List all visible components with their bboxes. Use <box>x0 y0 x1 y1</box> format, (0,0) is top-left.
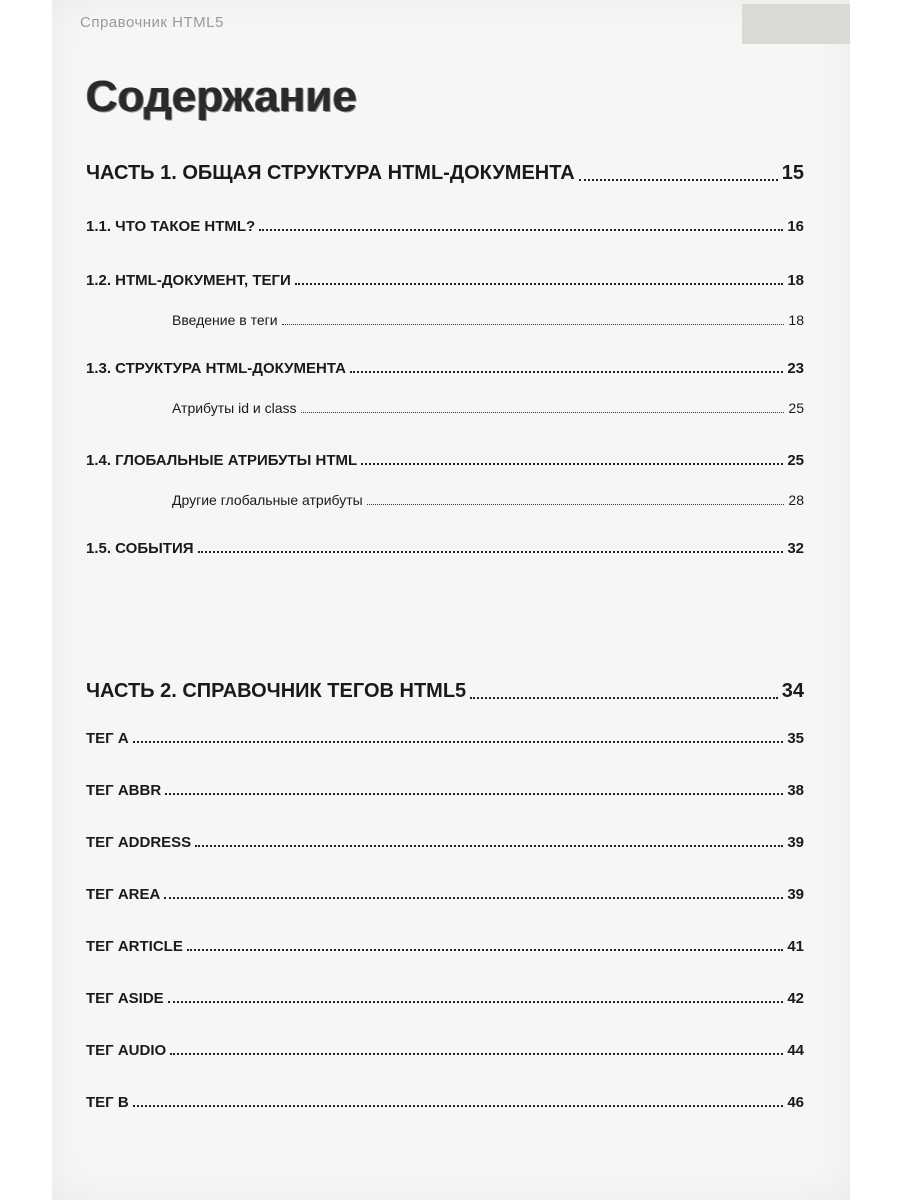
toc-leader <box>165 793 783 795</box>
toc-leader <box>195 845 783 847</box>
toc-page-number: 18 <box>788 312 804 328</box>
toc-leader <box>187 949 783 951</box>
toc-tag-address[interactable] <box>86 834 804 851</box>
toc-page-number: 44 <box>787 1042 804 1059</box>
toc-leader <box>170 1053 783 1055</box>
toc-part-1[interactable] <box>86 162 804 185</box>
toc-page-number: 38 <box>787 782 804 799</box>
toc-leader <box>295 283 783 285</box>
toc-leader <box>133 1105 784 1107</box>
toc-page-number: 25 <box>788 400 804 416</box>
toc-label: 1.4. ГЛОБАЛЬНЫЕ АТРИБУТЫ HTML <box>86 452 358 469</box>
toc-label: Другие глобальные атрибуты <box>172 492 363 508</box>
page-corner-tab <box>742 4 850 44</box>
toc-label: ЧАСТЬ 2. СПРАВОЧНИК ТЕГОВ HTML5 <box>86 680 467 702</box>
toc-tag-aside[interactable] <box>86 990 804 1007</box>
toc-label: ТЕГ AUDIO <box>86 1042 167 1059</box>
toc-leader <box>361 463 783 465</box>
toc-section-1-1[interactable] <box>86 218 804 235</box>
toc-leader <box>301 412 785 413</box>
toc-label: 1.2. HTML-ДОКУМЕНТ, ТЕГИ <box>86 272 291 289</box>
toc-label: ТЕГ AREA <box>86 886 161 903</box>
toc-leader <box>133 741 784 743</box>
toc-label: ТЕГ ARTICLE <box>86 938 183 955</box>
toc-leader <box>198 551 784 553</box>
toc-page-number: 32 <box>787 540 804 557</box>
toc-tag-abbr[interactable] <box>86 782 804 799</box>
toc-tag-area[interactable] <box>86 886 804 903</box>
toc-label: ЧАСТЬ 1. ОБЩАЯ СТРУКТУРА HTML-ДОКУМЕНТА <box>86 162 575 184</box>
toc-page-number: 15 <box>781 162 804 184</box>
toc-page-number: 35 <box>787 730 804 747</box>
toc-page-number: 46 <box>787 1094 804 1111</box>
toc-label: Введение в теги <box>172 312 278 328</box>
toc-label: ТЕГ ADDRESS <box>86 834 192 851</box>
toc-section-1-5[interactable] <box>86 540 804 557</box>
toc-label: 1.5. СОБЫТИЯ <box>86 540 194 557</box>
toc-leader <box>282 324 785 325</box>
toc-leader <box>164 897 783 899</box>
toc-page-number: 28 <box>788 492 804 508</box>
toc-label: ТЕГ A <box>86 730 129 747</box>
toc-page-number: 39 <box>787 834 804 851</box>
toc-page-number: 25 <box>787 452 804 469</box>
toc-label: Атрибуты id и class <box>172 400 297 416</box>
toc-leader <box>367 504 785 505</box>
toc-page-number: 41 <box>787 938 804 955</box>
toc-subsection-intro-tags[interactable] <box>172 312 804 328</box>
toc-leader <box>168 1001 784 1003</box>
toc-tag-audio[interactable] <box>86 1042 804 1059</box>
toc-page-number: 23 <box>787 360 804 377</box>
toc-leader <box>579 179 778 181</box>
toc-section-1-2[interactable] <box>86 272 804 289</box>
toc-leader <box>350 371 783 373</box>
toc-page-number: 18 <box>787 272 804 289</box>
toc-tag-a[interactable] <box>86 730 804 747</box>
toc-part-2[interactable] <box>86 680 804 703</box>
toc-label: ТЕГ B <box>86 1094 129 1111</box>
toc-subsection-id-class[interactable] <box>172 400 804 416</box>
toc-tag-article[interactable] <box>86 938 804 955</box>
page-title: Содержание <box>86 72 358 121</box>
toc-page-number: 39 <box>787 886 804 903</box>
toc-label: 1.1. ЧТО ТАКОЕ HTML? <box>86 218 256 235</box>
toc-page-number: 42 <box>787 990 804 1007</box>
toc-leader <box>259 229 783 231</box>
toc-section-1-4[interactable] <box>86 452 804 469</box>
toc-label: ТЕГ ABBR <box>86 782 162 799</box>
toc-section-1-3[interactable] <box>86 360 804 377</box>
toc-subsection-other-attrs[interactable] <box>172 492 804 508</box>
toc-page-number: 16 <box>787 218 804 235</box>
toc-tag-b[interactable] <box>86 1094 804 1111</box>
toc-label: 1.3. СТРУКТУРА HTML-ДОКУМЕНТА <box>86 360 346 377</box>
toc-page-number: 34 <box>781 680 804 702</box>
running-header: Справочник HTML5 <box>80 14 224 31</box>
toc-label: ТЕГ ASIDE <box>86 990 164 1007</box>
toc-leader <box>470 697 778 699</box>
